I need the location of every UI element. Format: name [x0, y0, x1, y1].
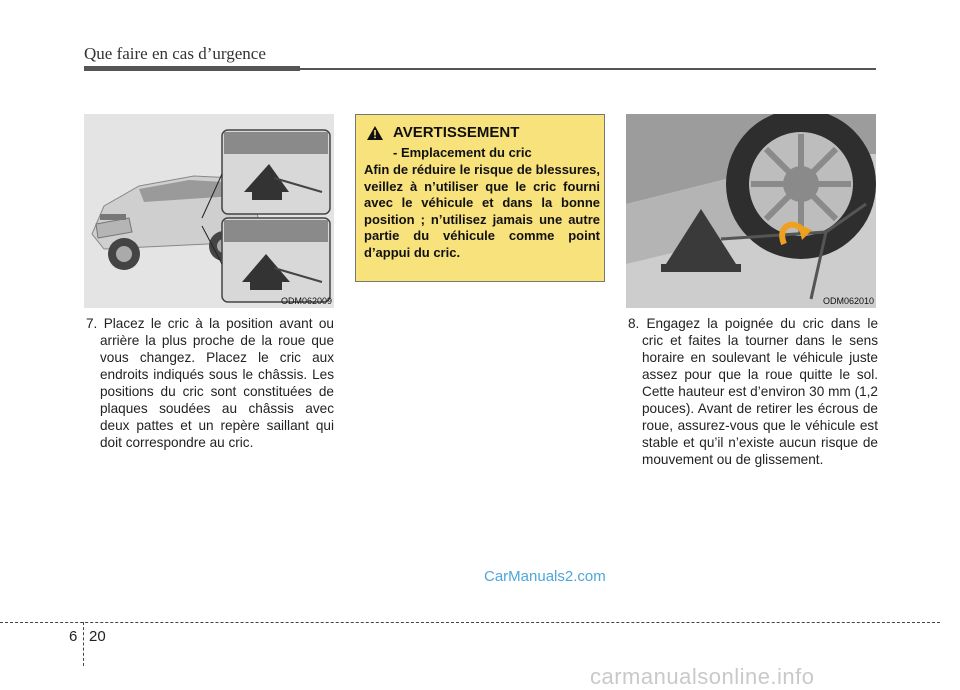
page-number: 20 [89, 628, 106, 645]
step-7 [86, 315, 334, 451]
warning-body: Afin de réduire le risque de blessures, veillez à n’utiliser que le cric fourni avec le véhicule et dans la bonne position ; n’utilisez jamais une autre partie du véhicule comme point d’appui du cric. [364, 162, 600, 260]
step-8 [628, 315, 878, 468]
figure-jack-handle [626, 114, 876, 308]
warning-subtitle: - Emplacement du cric [393, 145, 532, 160]
step-number: 8. [628, 316, 640, 331]
car-jack-illustration [84, 114, 334, 308]
header-rule-thin [300, 68, 876, 70]
footer-divider [83, 622, 84, 666]
warning-title: AVERTISSEMENT [393, 124, 520, 141]
figure-jack-position [84, 114, 334, 308]
site-watermark: carmanualsonline.info [590, 664, 815, 689]
step-text: Placez le cric à la position avant ou arrière la plus proche de la roue que vous changez. Placez le cric aux endroits indiqués sous le châssis. Les positions du cric sont constituées de plaques soudées au châssis avec deux pattes et un repère saillant qui doit correspondre au cric. [100, 316, 334, 450]
figure-code: ODM062009 [280, 296, 332, 306]
warning-box [355, 114, 605, 282]
watermark-link[interactable]: CarManuals2.com [484, 568, 606, 585]
header-rule-thick [84, 66, 300, 71]
warning-triangle-icon [366, 125, 384, 141]
step-text: Engagez la poignée du cric dans le cric et faites la tourner dans le sens horaire en soulevant le véhicule juste assez pour que la roue quitte le sol. Cette hauteur est d’environ 30 mm (1,2 pouces). Avant de retirer les écrous de roue, assurez-vous que le véhicule est stable et qu’il n’existe aucun risque de mouvement ou de glissement. [642, 316, 879, 467]
chapter-number: 6 [69, 628, 78, 645]
figure-code: ODM062010 [822, 296, 874, 306]
step-number: 7. [86, 316, 98, 331]
section-title: Que faire en cas d’urgence [84, 44, 266, 63]
jack-handle-illustration [626, 114, 876, 308]
footer-rule [0, 622, 940, 623]
